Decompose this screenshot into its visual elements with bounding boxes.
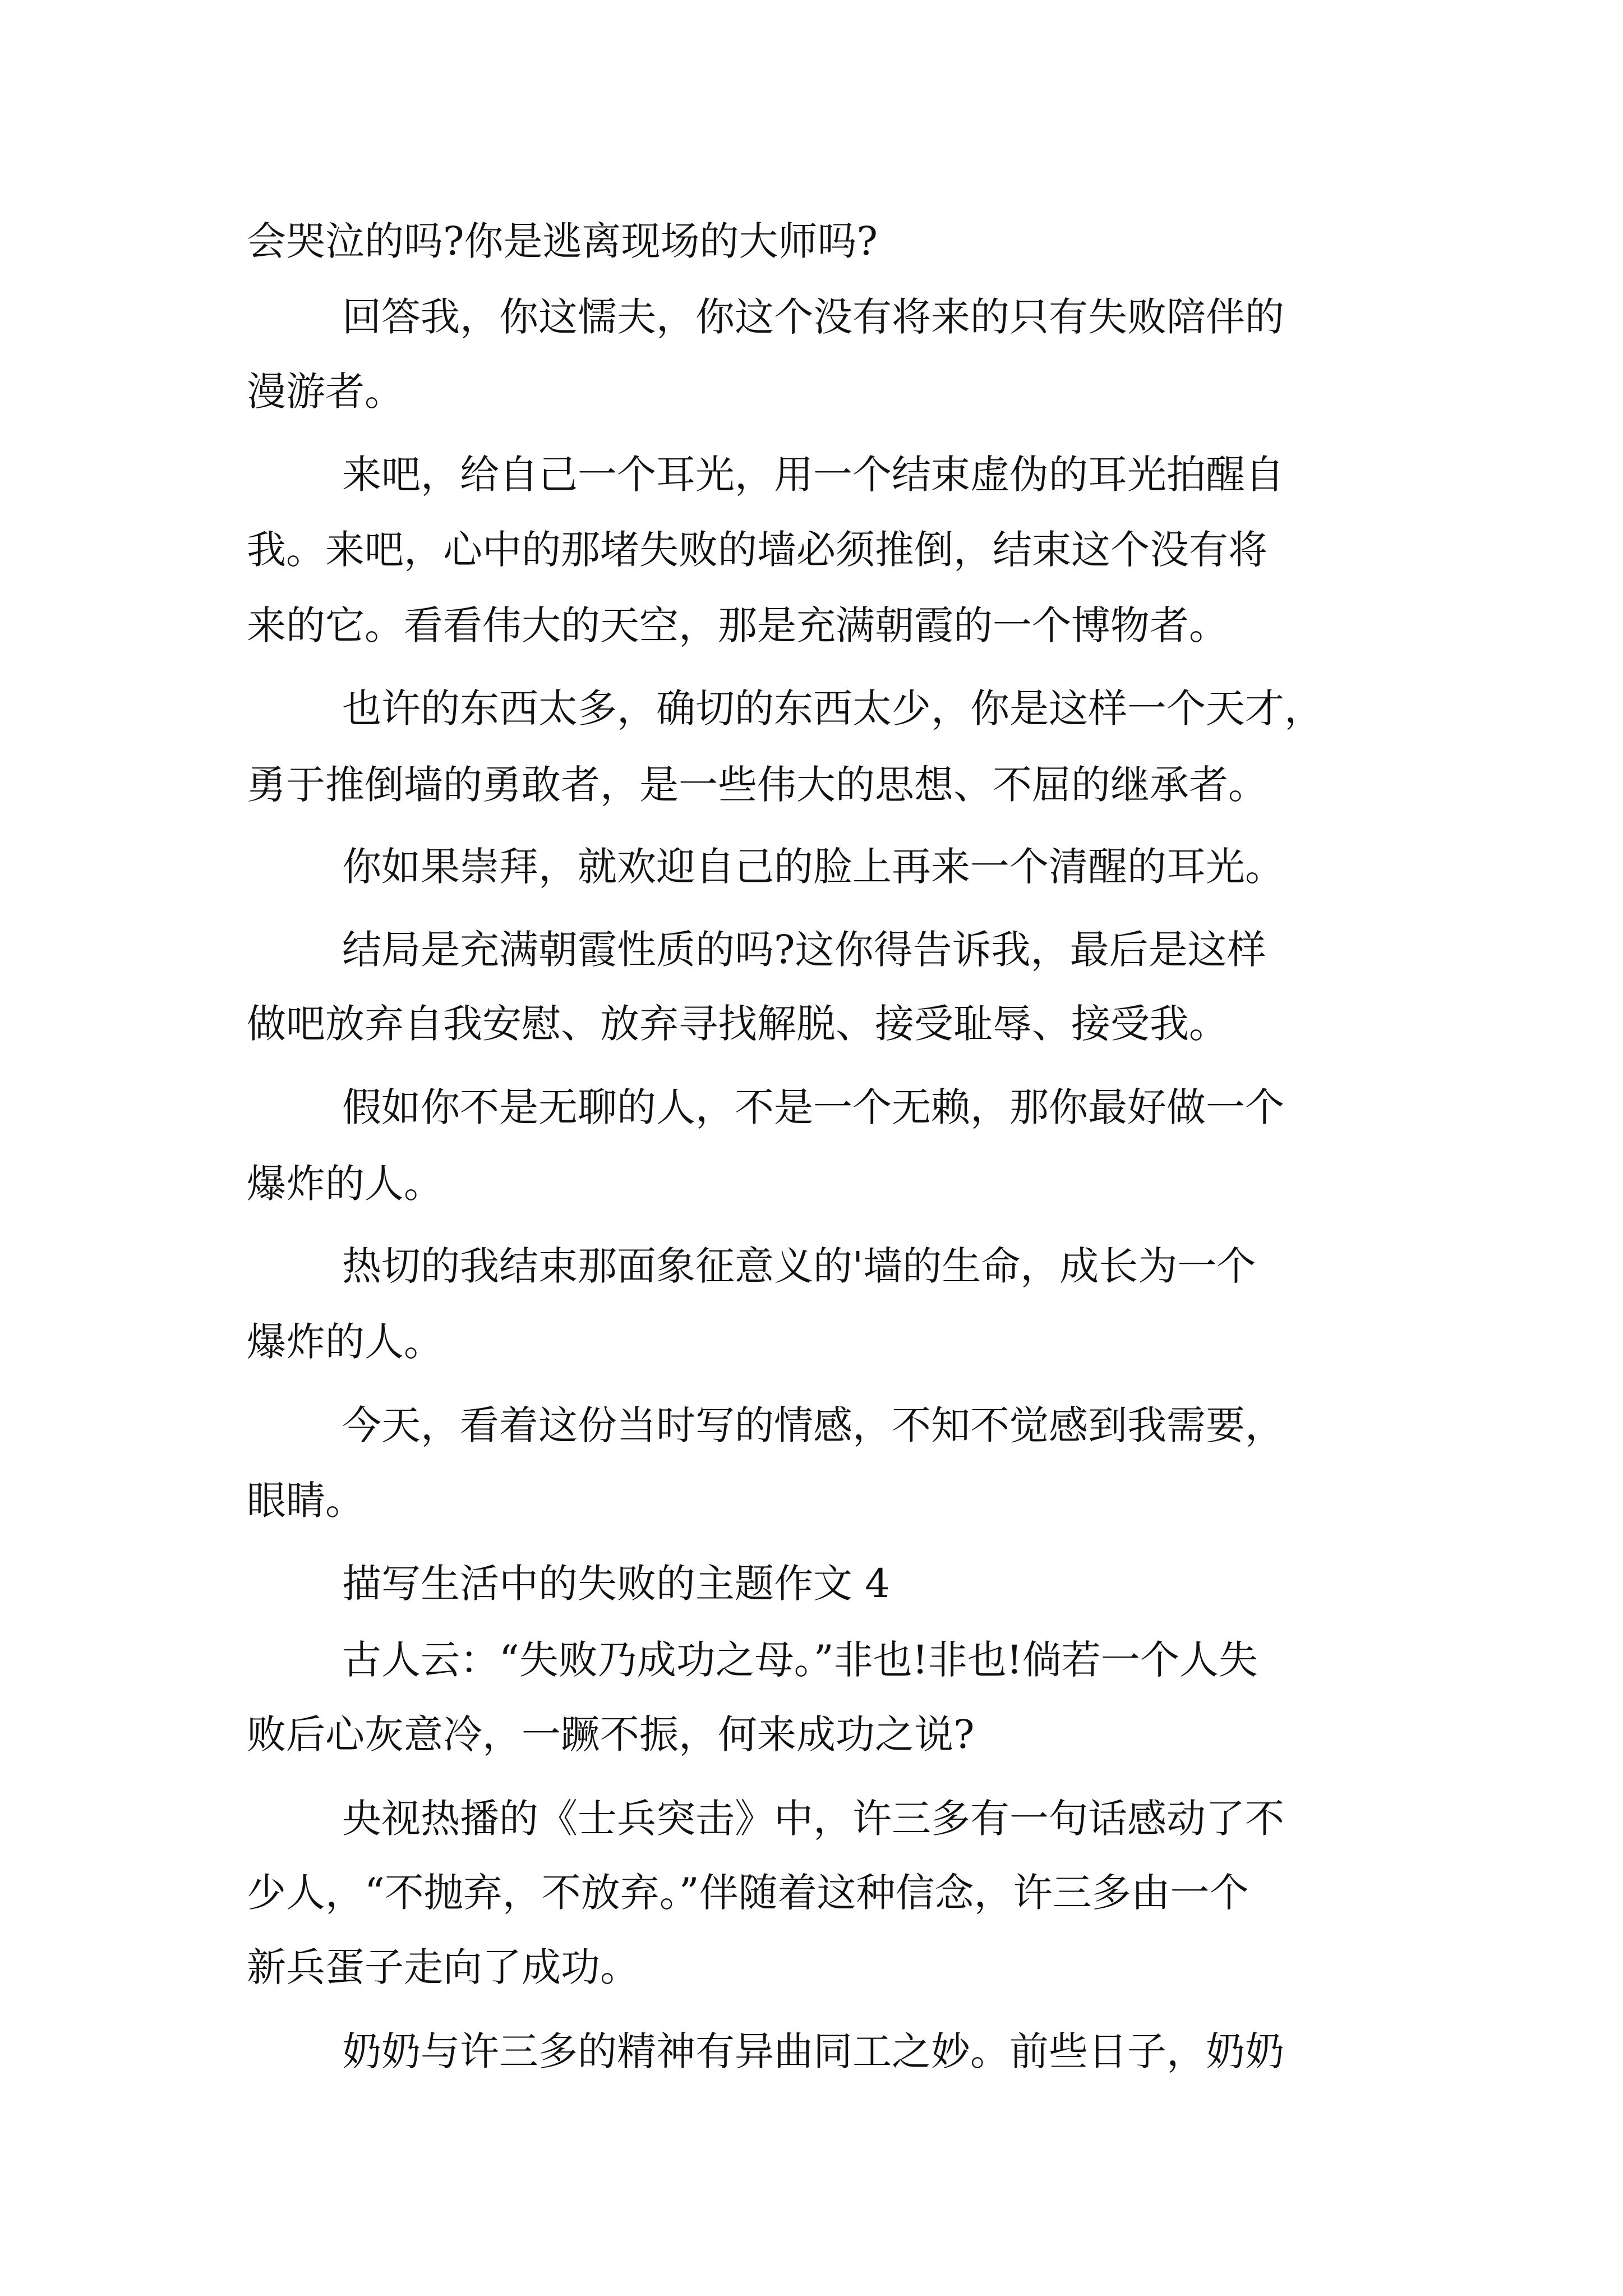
- paragraph-start-line: 回答我，你这懦夫，你这个没有将来的只有失败陪伴的: [342, 294, 1284, 340]
- paragraph-start-line: 也许的东西太多，确切的东西太少，你是这样一个天才，: [342, 685, 1324, 731]
- section-heading: 描写生活中的失败的主题作文 4: [342, 1561, 890, 1607]
- text-line: 我。来吧，心中的那堵失败的墙必须推倒，结束这个没有将: [247, 527, 1267, 573]
- text-line: 会哭泣的吗?你是逃离现场的大师吗?: [247, 218, 878, 264]
- text-line: 新兵蛋子走向了成功。: [247, 1944, 639, 1990]
- text-line: 爆炸的人。: [247, 1161, 443, 1207]
- paragraph-start-line: 央视热播的《士兵突击》中，许三多有一句话感动了不: [342, 1796, 1284, 1842]
- paragraph-start-line: 你如果崇拜，就欢迎自己的脸上再来一个清醒的耳光。: [342, 844, 1284, 890]
- paragraph-start-line: 假如你不是无聊的人，不是一个无赖，那你最好做一个: [342, 1084, 1284, 1130]
- text-line: 来的它。看看伟大的天空，那是充满朝霞的一个博物者。: [247, 602, 1228, 648]
- text-line: 少人，“不抛弃，不放弃。”伴随着这种信念，许三多由一个: [247, 1870, 1249, 1916]
- paragraph-start-line: 热切的我结束那面象征意义的'墙的生命，成长为一个: [342, 1243, 1256, 1289]
- paragraph-start-line: 奶奶与许三多的精神有异曲同工之妙。前些日子，奶奶: [342, 2028, 1284, 2074]
- text-line: 勇于推倒墙的勇敢者，是一些伟大的思想、不屈的继承者。: [247, 762, 1267, 808]
- paragraph-start-line: 今天，看着这份当时写的情感，不知不觉感到我需要，: [342, 1402, 1284, 1448]
- text-line: 做吧放弃自我安慰、放弃寻找解脱、接受耻辱、接受我。: [247, 1001, 1228, 1047]
- text-line: 爆炸的人。: [247, 1319, 443, 1365]
- text-line: 眼睛。: [247, 1478, 365, 1524]
- paragraph-start-line: 结局是充满朝霞性质的吗?这你得告诉我，最后是这样: [342, 927, 1266, 973]
- text-line: 败后心灰意冷，一蹶不振，何来成功之说?: [247, 1711, 975, 1757]
- text-line: 漫游者。: [247, 369, 404, 415]
- paragraph-start-line: 来吧，给自己一个耳光，用一个结束虚伪的耳光拍醒自: [342, 452, 1284, 498]
- paragraph-start-line: 古人云：“失败乃成功之母。”非也!非也!倘若一个人失: [342, 1637, 1258, 1683]
